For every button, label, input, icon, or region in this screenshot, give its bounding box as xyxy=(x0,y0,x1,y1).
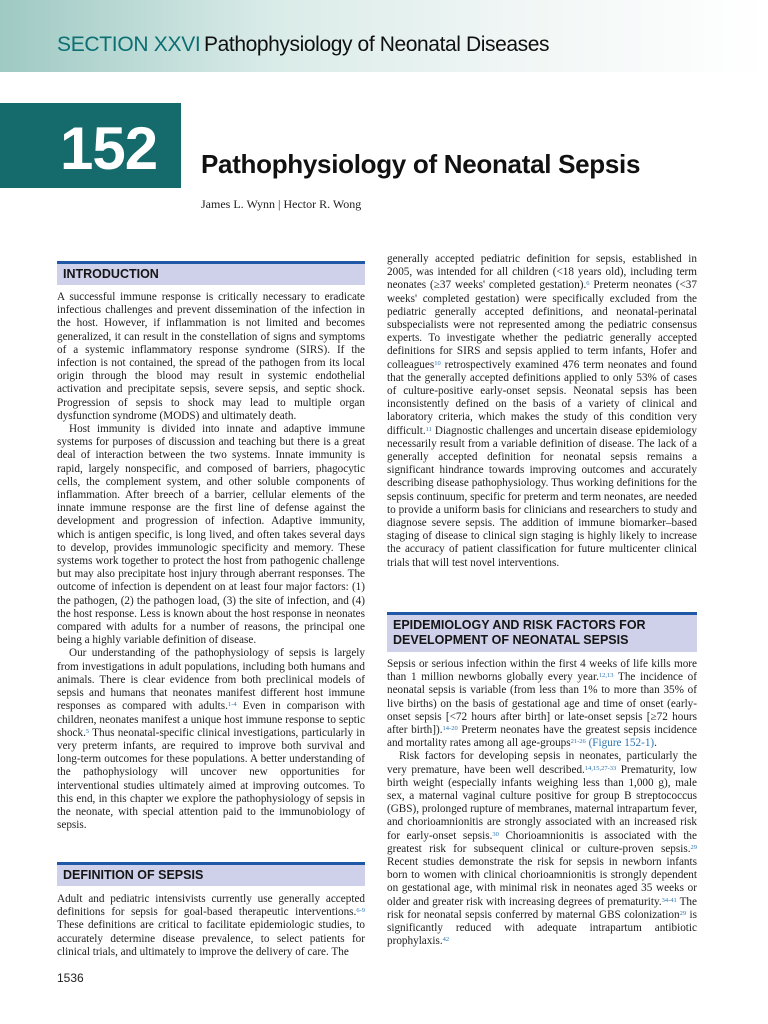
text: Sepsis or serious infection within the first 4 weeks of life kills more than 1 million newborns globally every year. xyxy=(387,658,697,684)
text: Prematurity, low birth weight (especially infants weighing less than 1,000 g), male sex, a maternal vaginal culture positive for group B streptococcus (GBS), prolonged rupture of membranes, maternal intrapartum fever, and chorioamnionitis are strongly associated with an increased risk for early-onset sepsis. xyxy=(387,763,697,842)
text: Preterm neonates (<37 weeks' completed gestation) were specifically excluded from the pediatric generally accepted definitions, and neonatal-perinatal subspecialists were not represented among the pediatric consensus experts. To investigate whether the pediatric generally accepted definitions for SIRS and sepsis applied to term infants, Hofer and colleagues xyxy=(387,279,697,371)
heading-epidemiology xyxy=(387,612,697,652)
text: Thus neonatal-specific clinical investigations, particularly in very preterm infants, are required to improve both survival and long-term outcomes for these populations. A better understanding of the pathophysiology will uncover new opportunities for interventional studies ultimately aimed at improving outcomes. To this end, in this chapter we explore the pathophysiology of sepsis in the neonate, with special attention paid to the immunobiology of sepsis. xyxy=(57,726,365,832)
text: . xyxy=(654,737,657,750)
intro-paragraph-1: A successful immune response is critically necessary to eradicate infectious challenges and prevent dissemination of the infection in the host. However, if inflammation is not limited and becomes generalized, it can result in the constellation of signs and symptoms of a systemic inflammatory response syndrome (SIRS). If the infection is not contained, the spread of the pathogen from its local origin through the blood may result in systemic endothelial activation and precipitate sepsis, severe sepsis, and septic shock. Progression of sepsis to shock may lead to multiple organ dysfunction syndrome (MODS) and ultimately death. xyxy=(57,291,365,422)
right-column-continued-text xyxy=(387,253,697,570)
heading-definition xyxy=(57,862,365,886)
text: Risk factors for developing sepsis in neonates, particularly the very premature, have been well described. xyxy=(387,750,697,776)
text: retrospectively examined 476 term neonates and found that the generally accepted definitions applied to only 53% of cases of culture-positive early-onset sepsis. Neonatal sepsis has been inconsistently defined on the basis of a variety of clinical and laboratory criteria, which makes the study of this condition very difficult. xyxy=(387,358,697,437)
citation[interactable]: 1-4 xyxy=(227,701,237,709)
section-header-band xyxy=(0,0,768,72)
chapter-authors: James L. Wynn | Hector R. Wong xyxy=(201,197,362,211)
figure-link[interactable]: (Figure 152-1) xyxy=(588,737,655,750)
text: Preterm neonates have the greatest sepsis incidence and mortality rates among all age-groups xyxy=(387,724,697,750)
section-title: Pathophysiology of Neonatal Diseases xyxy=(204,33,550,56)
text: Our understanding of the pathophysiology of sepsis is largely from investigations in adult populations, including both humans and animals. There is clear evidence from both preclinical models of sepsis and humans that neonates manifest different host immune responses as compared with adults. xyxy=(57,647,365,713)
epidemiology-text xyxy=(387,658,697,948)
chapter-number: 152 xyxy=(60,115,158,182)
heading-epidemiology-line-1: EPIDEMIOLOGY AND RISK FACTORS FOR xyxy=(393,618,646,632)
definition-paragraph-continued xyxy=(387,253,697,570)
heading-epidemiology-line-2: DEVELOPMENT OF NEONATAL SEPSIS xyxy=(393,633,629,647)
text: Even in comparison with children, neonates manifest a unique host immune response to septic shock. xyxy=(57,700,365,739)
text: The risk for neonatal sepsis conferred by maternal GBS colonization xyxy=(387,895,697,921)
epidemiology-paragraph-1 xyxy=(387,658,697,750)
text: generally accepted pediatric definition for sepsis, established in 2005, was intended for all children (<18 years old), including term neonates (≥37 weeks' completed gestation). xyxy=(387,253,697,292)
introduction-text xyxy=(57,291,365,832)
text: Chorioamnionitis is associated with the greatest risk for subsequent clinical or culture-proven sepsis. xyxy=(387,829,697,855)
text: These definitions are critical to facilitate epidemiologic studies, to accurately determine disease prevalence, to select patients for clinical trials, and ultimately to improve the delivery of care. The xyxy=(57,919,365,958)
page-number: 1536 xyxy=(57,971,84,985)
citation[interactable]: 14,15,27-33 xyxy=(584,764,617,772)
citation[interactable]: 6 xyxy=(586,280,590,288)
citation[interactable]: 6-9 xyxy=(356,907,365,915)
chapter-title: Pathophysiology of Neonatal Sepsis xyxy=(201,149,641,179)
citation[interactable]: 10 xyxy=(434,359,441,367)
text: The incidence of neonatal sepsis is variable (from less than 1% to more than 35% of live births) on the basis of gestational age and time of onset (early-onset sepsis [<72 hours after birth] or late-onset sepsis [≥72 hours after birth]). xyxy=(387,671,697,737)
citation[interactable]: 11 xyxy=(425,425,432,433)
text: Diagnostic challenges and uncertain disease epidemiology necessarily result from a variable definition of disease. The lack of a generally accepted definition for neonatal sepsis remains a significant hindrance towards improving outcomes and accurately describing disease pathophysiology. Thus working definitions for the sepsis continuum, specific for preterm and term neonates, are needed to provide a uniform basis for clinicians and researchers to study and diagnose severe sepsis. The addition of immune biomarker–based staging of disease to clinical sign staging is highly likely to increase the accuracy of patient classification for future multicenter clinical trials that will test novel interventions. xyxy=(387,424,697,569)
citation[interactable]: 21-26 xyxy=(570,738,586,746)
definition-paragraph-1 xyxy=(57,893,365,959)
text: Recent studies demonstrate the risk for sepsis in newborn infants born to women with clinical chorioamnionitis is strongly dependent on gestational age, with minimal risk in neonates aged 35 weeks or older and greater risk with increasing degrees of prematurity. xyxy=(387,856,697,908)
citation[interactable]: 34-41 xyxy=(661,896,677,904)
citation[interactable]: 29 xyxy=(690,843,697,851)
intro-paragraph-3 xyxy=(57,647,365,832)
citation[interactable]: 12,13 xyxy=(598,672,614,680)
citation[interactable]: 42 xyxy=(442,936,450,944)
epidemiology-paragraph-2 xyxy=(387,750,697,948)
citation[interactable]: 5 xyxy=(85,727,90,735)
citation[interactable]: 30 xyxy=(492,830,499,838)
definition-text xyxy=(57,893,365,959)
heading-introduction xyxy=(57,261,365,285)
citation[interactable]: 14-20 xyxy=(442,725,458,733)
section-label: SECTION XXVI xyxy=(57,33,201,56)
text: is significantly reduced with adequate intrapartum antibiotic prophylaxis. xyxy=(387,908,698,948)
heading-introduction-text: INTRODUCTION xyxy=(63,267,159,281)
text: Adult and pediatric intensivists currently use generally accepted definitions for sepsis for goal-based therapeutic interventions. xyxy=(57,893,365,919)
citation[interactable]: 29 xyxy=(679,909,687,917)
intro-paragraph-2: Host immunity is divided into innate and adaptive immune systems for purposes of discussion and teaching but there is a great deal of interaction between the two systems. Innate immunity is rapid, largely nonspecific, and composed of barriers, phagocytic cells, the complement system, and other soluble components of inflammation. After breech of a barrier, cellular elements of the innate immune response are the first line of defense against the development and progression of infection. Adaptive immunity, which is antigen specific, is long lived, and often takes several days to develop, provides immunologic specificity and memory. These systems work together to protect the host from pathogenic challenge but may also precipitate host injury through aberrant responses. The outcome of infection is dependent on at least four major factors: (1) the pathogen, (2) the pathogen load, (3) the site of infection, and (4) the host response. Less is known about the host response in neonates compared with adults for a number of reasons, the principal one being a highly variable definition of disease. xyxy=(57,423,365,647)
heading-definition-text: DEFINITION OF SEPSIS xyxy=(63,868,204,882)
